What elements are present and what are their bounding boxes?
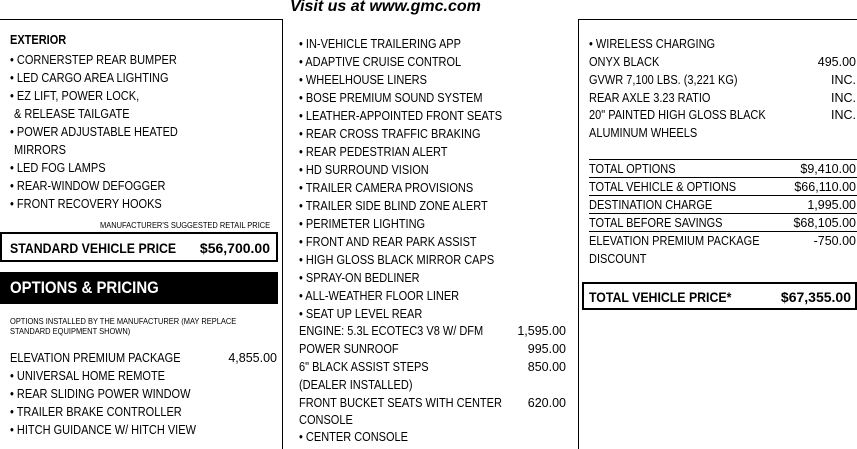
option-price: INC.: [831, 73, 856, 87]
total-vehicle-price-label: TOTAL VEHICLE PRICE*: [589, 289, 732, 305]
total-label: TOTAL VEHICLE & OPTIONS: [589, 180, 737, 194]
option-label: ALUMINUM WHEELS: [589, 126, 698, 140]
option-label: CONSOLE: [299, 413, 353, 427]
option-label: ONYX BLACK: [589, 55, 660, 69]
option-label: • WIRELESS CHARGING: [589, 37, 716, 51]
elevation-package-price: 4,855.00: [228, 351, 277, 365]
option-label: FRONT BUCKET SEATS WITH CENTER: [299, 396, 502, 410]
list-item: • LED FOG LAMPS: [10, 161, 106, 175]
msrp-note: MANUFACTURER'S SUGGESTED RETAIL PRICE: [100, 220, 271, 230]
total-label: DISCOUNT: [589, 252, 647, 266]
total-value: -750.00: [813, 234, 856, 248]
list-item: • REAR SLIDING POWER WINDOW: [10, 387, 191, 401]
option-label: REAR AXLE 3.23 RATIO: [589, 91, 711, 105]
list-item: • PERIMETER LIGHTING: [299, 217, 426, 231]
list-item: • HD SURROUND VISION: [299, 163, 429, 177]
list-item: • BOSE PREMIUM SOUND SYSTEM: [299, 91, 483, 105]
total-label: TOTAL BEFORE SAVINGS: [589, 216, 723, 230]
option-label: 20" PAINTED HIGH GLOSS BLACK: [589, 108, 766, 122]
option-price: 620.00: [527, 396, 566, 410]
list-item: • ADAPTIVE CRUISE CONTROL: [299, 55, 462, 69]
option-price: INC.: [831, 108, 856, 122]
total-value: $66,110.00: [794, 180, 856, 194]
list-item: • HITCH GUIDANCE W/ HITCH VIEW: [10, 423, 196, 437]
list-item: • EZ LIFT, POWER LOCK,: [10, 89, 140, 103]
total-value: $9,410.00: [800, 162, 856, 176]
list-item: • TRAILER BRAKE CONTROLLER: [10, 405, 182, 419]
list-item: • UNIVERSAL HOME REMOTE: [10, 369, 166, 383]
list-item: • ALL-WEATHER FLOOR LINER: [299, 289, 460, 303]
divider: [589, 159, 857, 160]
total-label: TOTAL OPTIONS: [589, 162, 676, 176]
option-price: 850.00: [527, 360, 566, 374]
options-pricing-title: OPTIONS & PRICING: [10, 278, 159, 297]
option-label: ENGINE: 5.3L ECOTEC3 V8 W/ DFM: [299, 324, 484, 338]
header-rule-left: [0, 19, 283, 20]
total-value: $68,105.00: [793, 216, 856, 230]
total-label: DESTINATION CHARGE: [589, 198, 713, 212]
options-pricing-banner: [0, 272, 278, 304]
list-item: • FRONT RECOVERY HOOKS: [10, 197, 162, 211]
total-value: 1,995.00: [807, 198, 856, 212]
list-item: • SPRAY-ON BEDLINER: [299, 271, 420, 285]
list-item: • IN-VEHICLE TRAILERING APP: [299, 37, 461, 51]
list-item: • POWER ADJUSTABLE HEATED: [10, 125, 178, 139]
list-item: • SEAT UP LEVEL REAR: [299, 307, 423, 321]
option-label: • CENTER CONSOLE: [299, 430, 408, 444]
list-item: • WHEELHOUSE LINERS: [299, 73, 427, 87]
list-item: • CORNERSTEP REAR BUMPER: [10, 53, 177, 67]
list-item: • TRAILER SIDE BLIND ZONE ALERT: [299, 199, 488, 213]
list-item: & RELEASE TAILGATE: [14, 107, 130, 121]
list-item: • LED CARGO AREA LIGHTING: [10, 71, 169, 85]
standard-price-box: [0, 232, 278, 262]
option-label: POWER SUNROOF: [299, 342, 399, 356]
standard-price-label: STANDARD VEHICLE PRICE: [10, 240, 177, 256]
list-item: • REAR-WINDOW DEFOGGER: [10, 179, 166, 193]
option-label: (DEALER INSTALLED): [299, 378, 413, 392]
list-item: MIRRORS: [14, 143, 66, 157]
total-label: ELEVATION PREMIUM PACKAGE: [589, 234, 760, 248]
elevation-package-label: ELEVATION PREMIUM PACKAGE: [10, 351, 181, 365]
exterior-title: EXTERIOR: [10, 33, 67, 47]
option-price: 995.00: [527, 342, 566, 356]
list-item: • TRAILER CAMERA PROVISIONS: [299, 181, 474, 195]
header-rule-right: [578, 19, 857, 20]
standard-price-value: $56,700.00: [199, 240, 270, 256]
option-price: 1,595.00: [517, 324, 566, 338]
total-vehicle-price-value: $67,355.00: [780, 289, 851, 305]
list-item: • REAR CROSS TRAFFIC BRAKING: [299, 127, 481, 141]
total-vehicle-price-box: [582, 282, 857, 310]
option-label: GVWR 7,100 LBS. (3,221 KG): [589, 73, 738, 87]
list-item: • LEATHER-APPOINTED FRONT SEATS: [299, 109, 503, 123]
option-price: 495.00: [817, 55, 856, 69]
list-item: • REAR PEDESTRIAN ALERT: [299, 145, 448, 159]
option-label: 6" BLACK ASSIST STEPS: [299, 360, 429, 374]
options-note: STANDARD EQUIPMENT SHOWN): [10, 326, 131, 336]
list-item: • FRONT AND REAR PARK ASSIST: [299, 235, 477, 249]
options-note: OPTIONS INSTALLED BY THE MANUFACTURER (MAY REPLACE: [10, 316, 237, 326]
list-item: • HIGH GLOSS BLACK MIRROR CAPS: [299, 253, 495, 267]
option-price: INC.: [831, 91, 856, 105]
website-url: Visit us at www.gmc.com: [290, 0, 481, 15]
